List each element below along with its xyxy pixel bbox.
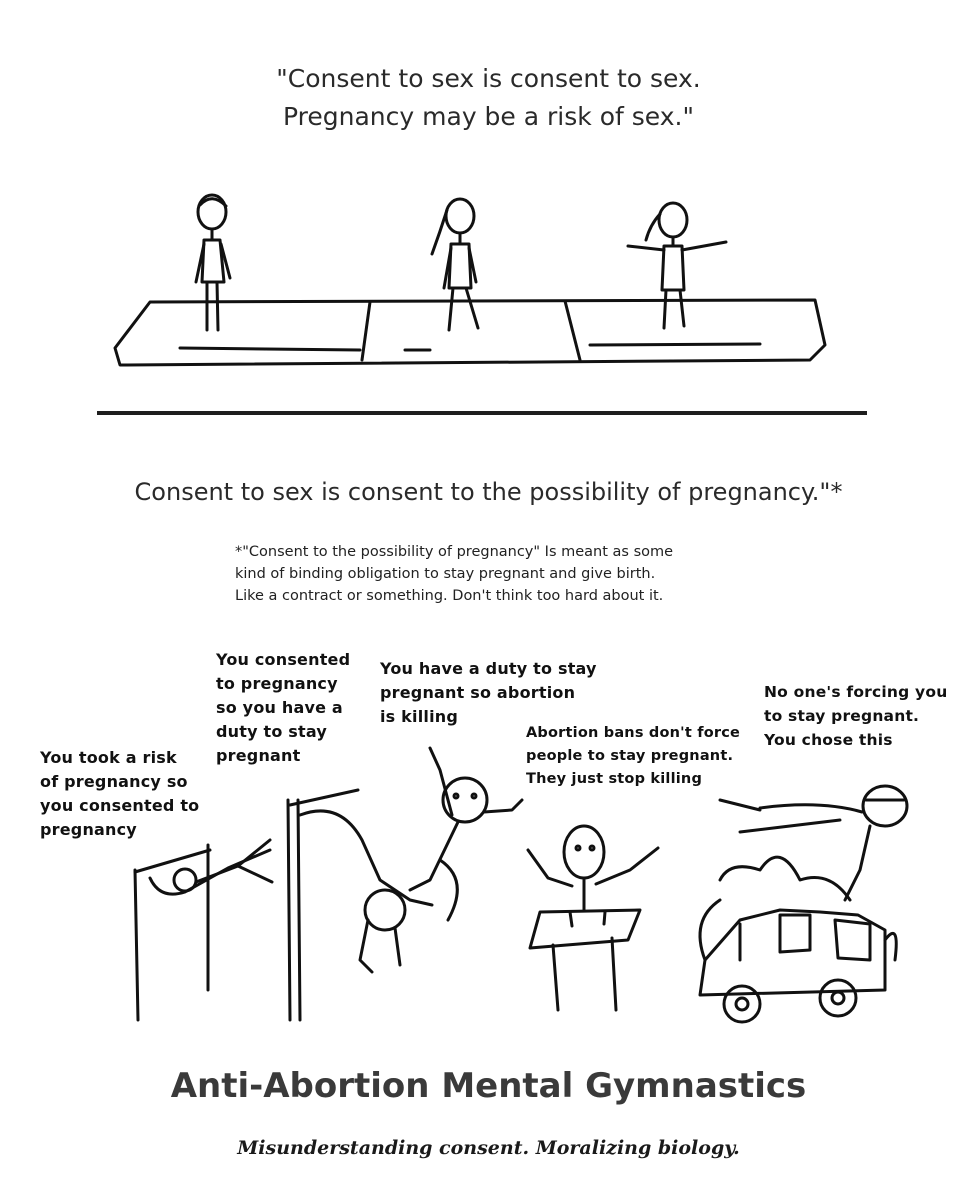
- high-bar-figure: [135, 840, 272, 1020]
- top-quote-line2: Pregnancy may be a risk of sex.": [283, 102, 694, 131]
- caption-forcing: No one's forcing you to stay pregnant. You chose this: [764, 683, 948, 749]
- uneven-bar-figure: [288, 790, 432, 1020]
- tumbling-figure: [410, 748, 522, 920]
- top-quote-line1: "Consent to sex is consent to sex.: [276, 64, 701, 93]
- caption-bans: Abortion bans don't force people to stay pregnant. They just stop killing: [526, 725, 741, 787]
- burning-car-figure: [700, 786, 907, 1022]
- footnote-line3: Like a contract or something. Don't think too hard about it.: [235, 588, 664, 604]
- footnote-line1: *"Consent to the possibility of pregnancy" Is meant as some: [235, 544, 674, 560]
- subtitle: Misunderstanding consent. Moralizing biology.: [237, 1137, 740, 1159]
- title: Anti-Abortion Mental Gymnastics: [170, 1066, 807, 1106]
- caption-duty: You have a duty to stay pregnant so abortion is killing: [380, 659, 597, 726]
- middle-quote: Consent to sex is consent to the possibility of pregnancy."*: [134, 478, 843, 506]
- footnote-line2: kind of binding obligation to stay pregnant and give birth.: [235, 566, 656, 582]
- table-figure: [528, 826, 658, 1010]
- caption-consented: You consented to pregnancy so you have a duty to stay pregnant: [216, 650, 351, 765]
- caption-risk: You took a risk of pregnancy so you consented to pregnancy: [40, 748, 200, 839]
